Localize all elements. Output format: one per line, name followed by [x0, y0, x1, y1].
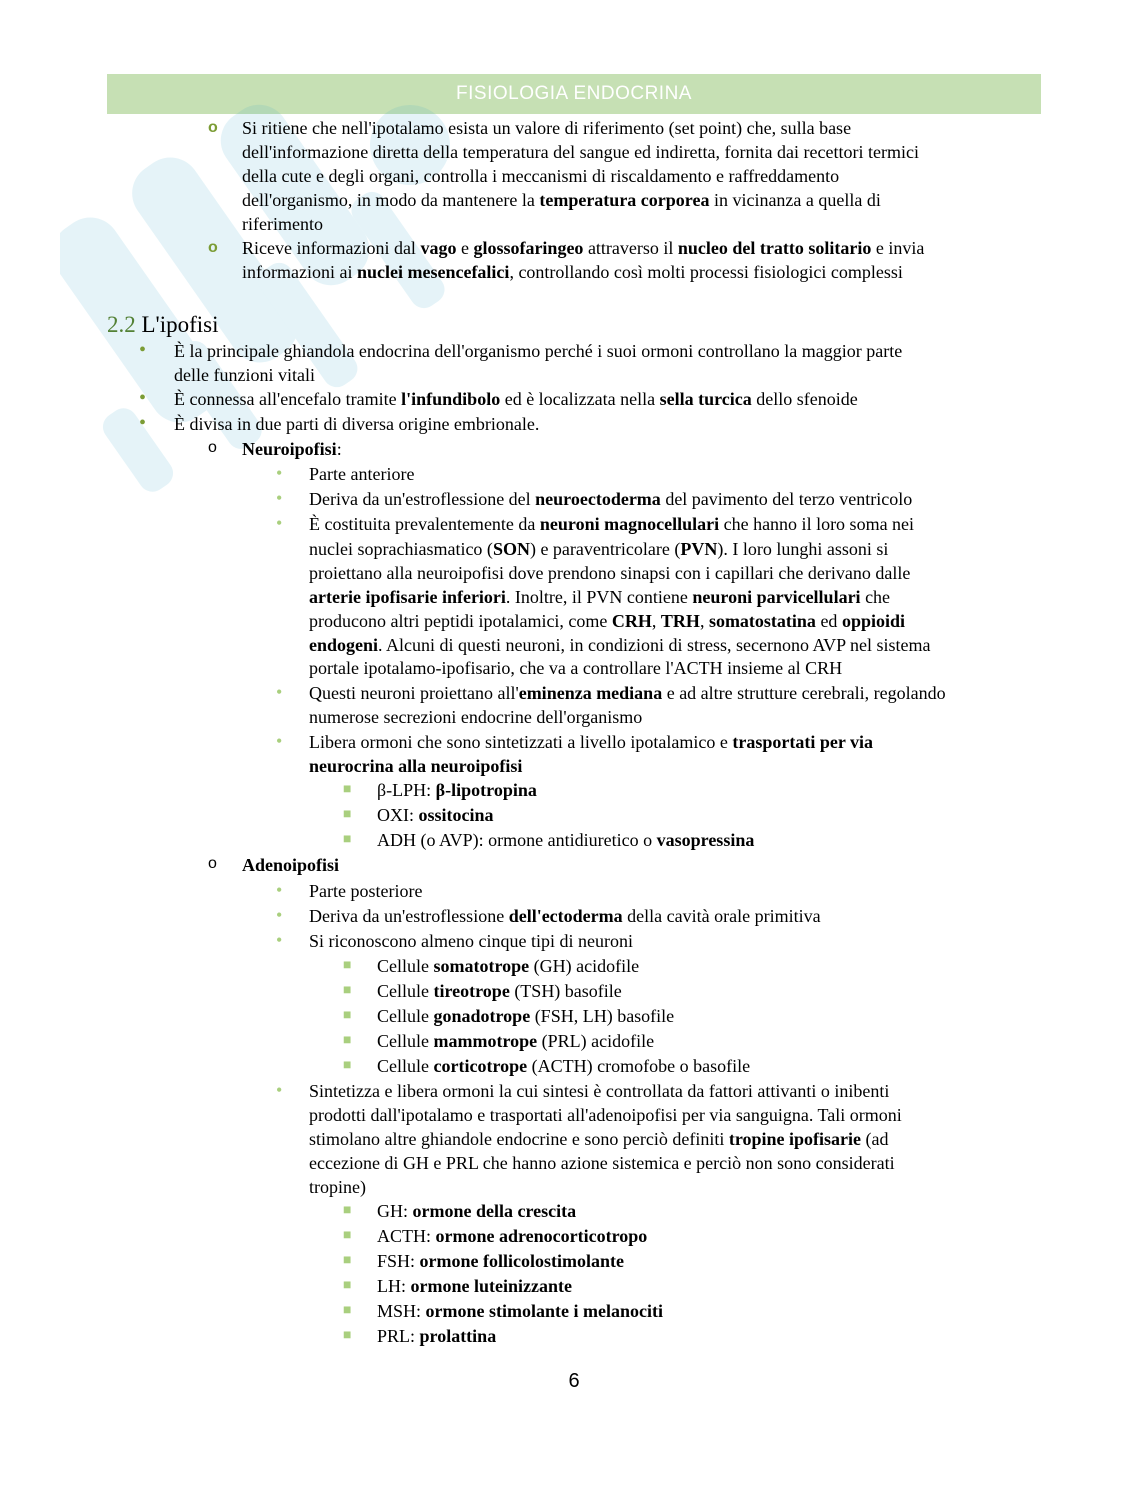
- cell-type-item: Cellule corticotrope (ACTH) cromofobe o basofile: [377, 1056, 751, 1076]
- neuro-i2: Deriva da un'estroflessione del neuroectoderma del pavimento del terzo ventricolo: [309, 489, 913, 509]
- header-title: FISIOLOGIA ENDOCRINA: [456, 83, 692, 104]
- bullet-dot-marker: •: [276, 488, 283, 508]
- intro-b1-line5: riferimento: [242, 214, 323, 234]
- bullet-dot-marker: •: [276, 513, 283, 533]
- neuro-i4-line2: numerose secrezioni endocrine dell'organismo: [309, 707, 643, 727]
- bullet-dot-marker: •: [276, 880, 283, 900]
- bullet-o-marker: o: [208, 855, 217, 872]
- adeno-i2: Deriva da un'estroflessione dell'ectoderma della cavità orale primitiva: [309, 906, 821, 926]
- adeno-i4-line1: Sintetizza e libera ormoni la cui sintesi è controllata da fattori attivanti o inibenti: [309, 1081, 890, 1101]
- bullet-square-marker: ■: [343, 1033, 352, 1048]
- adeno-hormone-item: FSH: ormone follicolostimolante: [377, 1251, 624, 1271]
- neuro-hormone-item: ADH (o AVP): ormone antidiuretico o vasopressina: [377, 830, 755, 850]
- adeno-hormone-item: GH: ormone della crescita: [377, 1201, 577, 1221]
- adeno-i4-line5: tropine): [309, 1177, 366, 1197]
- intro-b2-line1: Riceve informazioni dal vago e glossofaringeo attraverso il nucleo del tratto solitario e invia: [242, 238, 925, 258]
- neuro-title: Neuroipofisi:: [242, 439, 342, 459]
- bullet-square-marker: ■: [343, 807, 352, 822]
- page-number: 6: [568, 1370, 580, 1392]
- p1-line2: delle funzioni vitali: [174, 365, 315, 385]
- intro-b1-line2: dell'informazione diretta della temperatura del sangue ed indiretta, fornita dai recettori termici: [242, 142, 919, 162]
- cell-type-item: Cellule gonadotrope (FSH, LH) basofile: [377, 1006, 675, 1026]
- bullet-dot-marker: •: [276, 731, 283, 751]
- p3-line: È divisa in due parti di diversa origine embrionale.: [174, 414, 540, 434]
- section-title: L'ipofisi: [141, 312, 219, 337]
- bullet-square-marker: ■: [343, 958, 352, 973]
- adeno-i4-line3: stimolano altre ghiandole endocrine e sono perciò definiti tropine ipofisarie (ad: [309, 1129, 889, 1149]
- bullet-square-marker: ■: [343, 782, 352, 797]
- bullet-square-marker: ■: [343, 1058, 352, 1073]
- section-number: 2.2: [107, 312, 136, 337]
- adeno-hormone-item: LH: ormone luteinizzante: [377, 1276, 572, 1296]
- intro-b2-line2: informazioni ai nuclei mesencefalici, controllando così molti processi fisiologici complessi: [242, 262, 903, 282]
- adeno-i4-line4: eccezione di GH e PRL che hanno azione sistemica e perciò non sono considerati: [309, 1153, 895, 1173]
- neuro-i3-line1: È costituita prevalentemente da neuroni magnocellulari che hanno il loro soma nei: [309, 514, 915, 534]
- neuro-i3-line7: portale ipotalamo-ipofisario, che va a controllare l'ACTH insieme al CRH: [309, 658, 843, 678]
- neuro-hormone-item: OXI: ossitocina: [377, 805, 494, 825]
- neuro-i3-line4: arterie ipofisarie inferiori. Inoltre, il PVN contiene neuroni parvicellulari che: [309, 587, 891, 607]
- intro-b1-line3: della cute e degli organi, controlla i meccanismi di riscaldamento e raffreddamento: [242, 166, 840, 186]
- bullet-square-marker: ■: [343, 1008, 352, 1023]
- adeno-hormone-item: MSH: ormone stimolante i melanociti: [377, 1301, 663, 1321]
- bullet-square-marker: ■: [343, 1278, 352, 1293]
- bullet-square-marker: ■: [343, 983, 352, 998]
- adeno-i3: Si riconoscono almeno cinque tipi di neuroni: [309, 931, 633, 951]
- intro-b1-line1: Si ritiene che nell'ipotalamo esista un valore di riferimento (set point) che, sulla base: [242, 118, 852, 138]
- intro-b1-line4: dell'organismo, in modo da mantenere la temperatura corporea in vicinanza a quella di: [242, 190, 881, 210]
- bullet-square-marker: ■: [343, 1253, 352, 1268]
- neuro-i3-line5: producono altri peptidi ipotalamici, come CRH, TRH, somatostatina ed oppioidi: [309, 611, 905, 631]
- bullet-square-marker: ■: [343, 1228, 352, 1243]
- bullet-dot-marker: •: [139, 339, 147, 361]
- bullet-dot-marker: •: [276, 905, 283, 925]
- cell-type-item: Cellule mammotrope (PRL) acidofile: [377, 1031, 655, 1051]
- bullet-dot-marker: •: [139, 387, 147, 409]
- adeno-title: Adenoipofisi: [242, 855, 340, 875]
- neuro-hormone-item: β-LPH: β-lipotropina: [377, 780, 537, 800]
- p2-line: È connessa all'encefalo tramite l'infundibolo ed è localizzata nella sella turcica dello sfenoide: [174, 389, 858, 409]
- neuro-i3-line3: proiettano alla neuroipofisi dove prendono sinapsi con i capillari che derivano dalle: [309, 563, 911, 583]
- bullet-o-marker: o: [208, 239, 218, 256]
- bullet-square-marker: ■: [343, 1203, 352, 1218]
- neuro-i3-line2: nuclei soprachiasmatico (SON) e paraventricolare (PVN). I loro lunghi assoni si: [309, 539, 889, 559]
- p1-line1: È la principale ghiandola endocrina dell'organismo perché i suoi ormoni controllano la maggior parte: [174, 341, 903, 361]
- bullet-dot-marker: •: [276, 1080, 283, 1100]
- bullet-dot-marker: •: [139, 412, 147, 434]
- bullet-dot-marker: •: [276, 930, 283, 950]
- adeno-i1: Parte posteriore: [309, 881, 423, 901]
- bullet-square-marker: ■: [343, 1303, 352, 1318]
- bullet-dot-marker: •: [276, 682, 283, 702]
- neuro-i1: Parte anteriore: [309, 464, 415, 484]
- cell-type-item: Cellule somatotrope (GH) acidofile: [377, 956, 640, 976]
- adeno-i4-line2: prodotti dall'ipotalamo e trasportati all'adenoipofisi per via sanguigna. Tali ormoni: [309, 1105, 902, 1125]
- cell-type-item: Cellule tireotrope (TSH) basofile: [377, 981, 622, 1001]
- neuro-i5-line1: Libera ormoni che sono sintetizzati a livello ipotalamico e trasportati per via: [309, 732, 874, 752]
- adeno-hormone-item: PRL: prolattina: [377, 1326, 497, 1346]
- running-header: [107, 74, 1041, 114]
- bullet-o-marker: o: [208, 119, 218, 136]
- neuro-i5-line2: neurocrina alla neuroipofisi: [309, 756, 523, 776]
- bullet-dot-marker: •: [276, 463, 283, 483]
- adeno-hormone-item: ACTH: ormone adrenocorticotropo: [377, 1226, 648, 1246]
- section-heading: [107, 311, 218, 339]
- bullet-square-marker: ■: [343, 832, 352, 847]
- bullet-o-marker: o: [208, 439, 217, 456]
- neuro-i4-line1: Questi neuroni proiettano all'eminenza mediana e ad altre strutture cerebrali, regolando: [309, 683, 946, 703]
- neuro-i3-line6: endogeni. Alcuni di questi neuroni, in condizioni di stress, secernono AVP nel sistema: [309, 635, 931, 655]
- bullet-square-marker: ■: [343, 1328, 352, 1343]
